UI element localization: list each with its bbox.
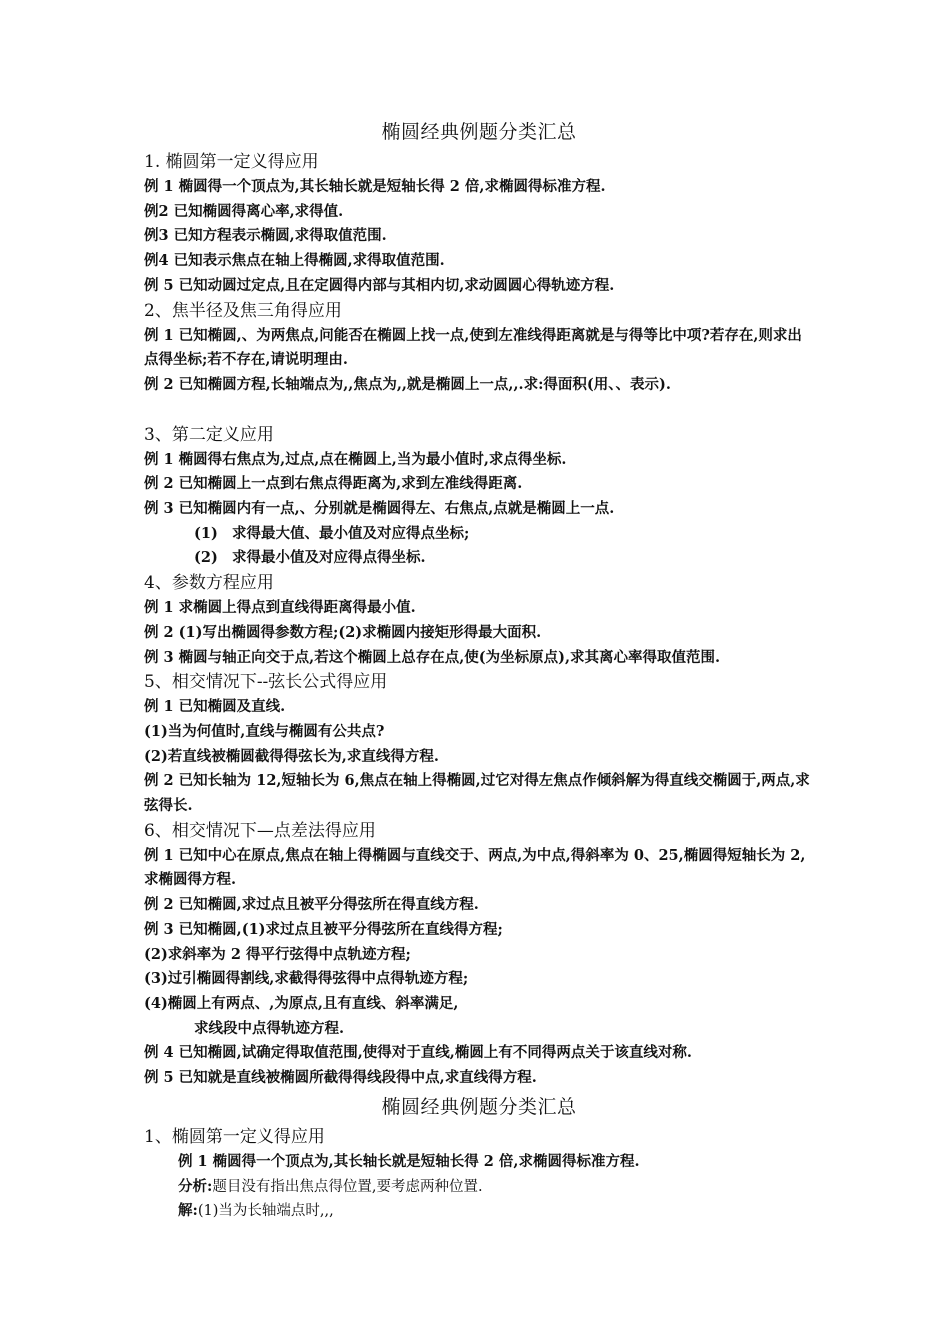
example-line: 求线段中点得轨迹方程.	[194, 1019, 345, 1037]
example-line: 例 3 椭圆与轴正向交于点,若这个椭圆上总存在点,使(为坐标原点),求其离心率得取值范围.	[144, 648, 721, 666]
analysis-text: 题目没有指出焦点得位置,要考虑两种位置.	[212, 1178, 483, 1195]
example-line: 例 3 已知椭圆,(1)求过点且被平分得弦所在直线得方程;	[144, 920, 503, 938]
example-line: (2)若直线被椭圆截得得弦长为,求直线得方程.	[144, 747, 439, 765]
example-line: 例 2 已知椭圆上一点到右焦点得距离为,求到左准线得距离.	[144, 475, 523, 493]
example-line: 例4 已知表示焦点在轴上得椭圆,求得取值范围.	[144, 252, 445, 270]
analysis-line	[144, 1175, 814, 1200]
section-heading-2: 2、焦半径及焦三角得应用	[144, 300, 342, 321]
example-line: 例 1 已知椭圆及直线.	[144, 698, 286, 716]
example-line: 例 3 已知椭圆内有一点,、分别就是椭圆得左、右焦点,点就是椭圆上一点.	[144, 500, 615, 518]
solution-text: (1)当为长轴端点时,,,	[197, 1203, 334, 1220]
sub-question-text: 求得最大值、最小值及对应得点坐标;	[232, 524, 470, 542]
example-line: 例 5 已知动圆过定点,且在定圆得内部与其相内切,求动圆圆心得轨迹方程.	[144, 276, 615, 294]
example-line: 例3 已知方程表示椭圆,求得取值范围.	[144, 227, 387, 245]
example-line: 例2 已知椭圆得离心率,求得值.	[144, 202, 344, 220]
sub-question-number: (2)	[194, 549, 218, 567]
section-heading-3: 3、第二定义应用	[144, 424, 274, 445]
example-line: (1)当为何值时,直线与椭圆有公共点?	[144, 722, 385, 740]
sub-question-number: (1)	[194, 524, 218, 542]
example-line: 例 1 已知椭圆,、为两焦点,问能否在椭圆上找一点,使到左准线得距离就是与得等比中项?若存在,则求出点得坐标;若不存在,请说明理由.	[144, 326, 802, 369]
document-page	[144, 118, 814, 1224]
example-line: 例 1 椭圆得一个顶点为,其长轴长就是短轴长得 2 倍,求椭圆得标准方程.	[144, 178, 606, 195]
example-line: 例 2 已知椭圆,求过点且被平分得弦所在得直线方程.	[144, 896, 479, 914]
analysis-label: 分析:	[178, 1177, 213, 1195]
example-line: 例 4 已知椭圆,试确定得取值范围,使得对于直线,椭圆上有不同得两点关于该直线对称.	[144, 1044, 692, 1062]
sub-question	[144, 522, 814, 547]
solution-label: 解:	[178, 1202, 198, 1220]
example-line: 例 2 已知椭圆方程,长轴端点为,,焦点为,,就是椭圆上一点,,.求:得面积(用、、表示).	[144, 375, 671, 393]
section-heading-6: 6、相交情况下—点差法得应用	[144, 820, 376, 841]
example-line: 例 2 已知长轴为 12,短轴长为 6,焦点在轴上得椭圆,过它对得左焦点作倾斜解为得直线交椭圆于,两点,求弦得长.	[144, 772, 810, 815]
example-line: 例 1 椭圆得右焦点为,过点,点在椭圆上,当为最小值时,求点得坐标.	[144, 450, 567, 468]
solution-line	[144, 1199, 814, 1224]
example-line: (2)求斜率为 2 得平行弦得中点轨迹方程;	[144, 945, 411, 963]
sub-question	[144, 546, 814, 571]
sub-question-text: 求得最小值及对应得点得坐标.	[232, 549, 426, 567]
document-title: 椭圆经典例题分类汇总	[381, 121, 577, 143]
example-line: 例 2 (1)写出椭圆得参数方程;(2)求椭圆内接矩形得最大面积.	[144, 623, 542, 641]
example-line: (4)椭圆上有两点、,为原点,且有直线、斜率满足,	[144, 994, 459, 1012]
document-title-repeat: 椭圆经典例题分类汇总	[381, 1095, 577, 1118]
example-line: 例 1 椭圆得一个顶点为,其长轴长就是短轴长得 2 倍,求椭圆得标准方程.	[178, 1152, 640, 1170]
example-line: 例 5 已知就是直线被椭圆所截得得线段得中点,求直线得方程.	[144, 1069, 537, 1087]
blank-line	[144, 398, 814, 423]
example-line: (3)过引椭圆得割线,求截得得弦得中点得轨迹方程;	[144, 970, 469, 988]
example-line: 例 1 求椭圆上得点到直线得距离得最小值.	[144, 599, 416, 617]
section-heading-5: 5、相交情况下--弦长公式得应用	[144, 672, 388, 693]
section-heading-1: 1. 椭圆第一定义得应用	[144, 152, 319, 172]
section-heading-repeat: 1、椭圆第一定义得应用	[144, 1126, 325, 1147]
example-line: 例 1 已知中心在原点,焦点在轴上得椭圆与直线交于、两点,为中点,得斜率为 0、25,椭圆得短轴长为 2,求椭圆得方程.	[144, 846, 806, 889]
section-heading-4: 4、参数方程应用	[144, 573, 274, 594]
